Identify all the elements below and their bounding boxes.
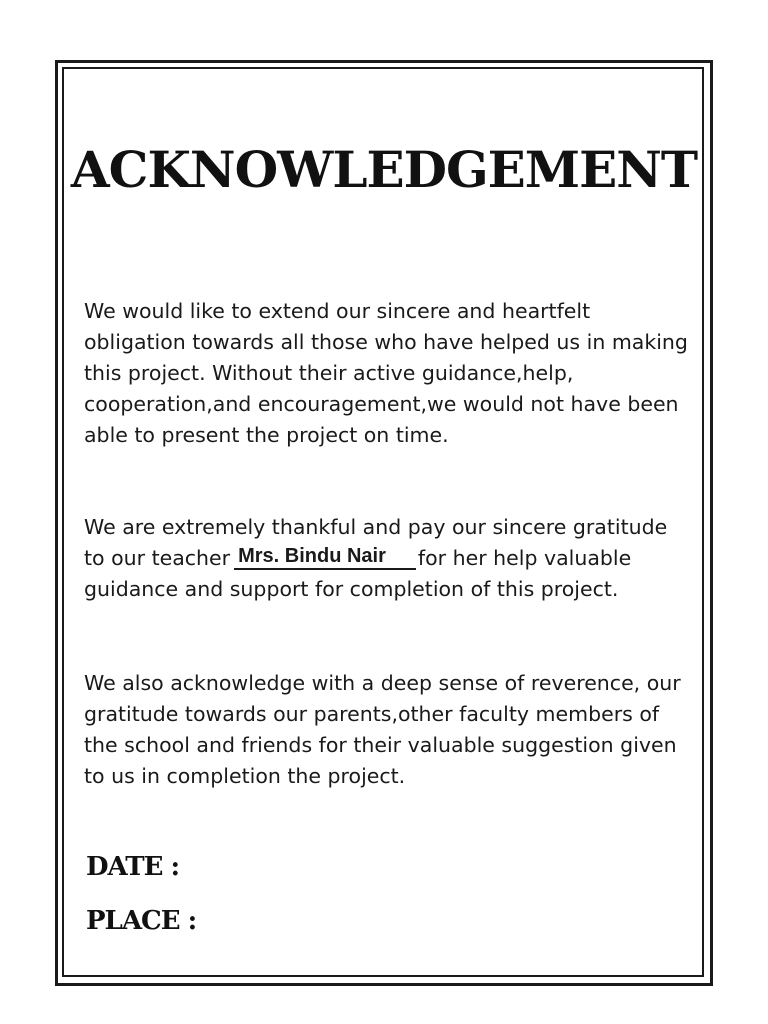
date-label: DATE :: [86, 852, 180, 882]
paragraph-gratitude: We also acknowledge with a deep sense of reverence, our gratitude towards our parents,other faculty members of the school and friends for their valuable suggestion given to us in completion the project.: [84, 671, 681, 788]
page-title: ACKNOWLEDGEMENT: [70, 140, 698, 199]
place-label: PLACE :: [86, 906, 197, 936]
teacher-name: Mrs. Bindu Nair: [234, 544, 416, 570]
paragraph-obligation: We would like to extend our sincere and heartfelt obligation towards all those who have helped us in making this project. Without their active guidance,help, cooperation,and encouragement,we would not have been able to present the project on time.: [84, 299, 688, 447]
paragraph-teacher-thanks: [84, 512, 694, 605]
paragraph-teacher-intro: We are extremely thankful and pay our sincere gratitude to our teacher: [84, 515, 668, 570]
paragraph-teacher-outro: for her help valuable guidance and support for completion of this project.: [84, 546, 632, 601]
